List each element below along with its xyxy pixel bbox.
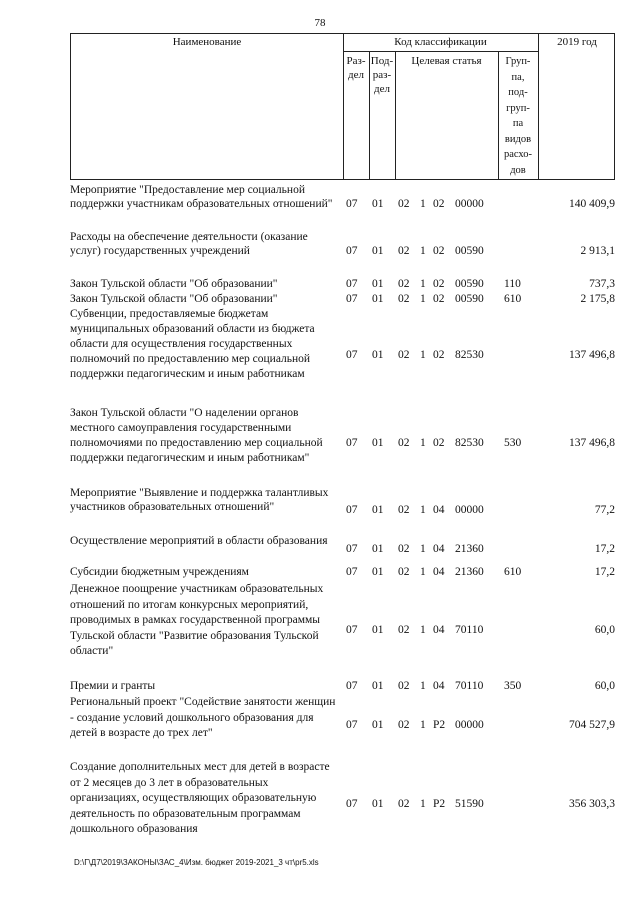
row-target-3: 02 bbox=[433, 198, 445, 210]
row-target-3: 04 bbox=[433, 504, 445, 516]
row-podrazdel: 01 bbox=[372, 504, 384, 516]
row-target-1: 02 bbox=[398, 624, 410, 636]
table-row bbox=[70, 183, 615, 225]
row-amount: 60,0 bbox=[594, 680, 615, 692]
row-name: Закон Тульской области "Об образовании" bbox=[70, 293, 278, 305]
row-amount: 77,2 bbox=[594, 504, 615, 516]
row-name: Создание дополнительных мест для детей в возрасте от 2 месяцев до 3 лет в образовательных организациях, осуществляющих образовательную деятельность по образовательным программам дошкольного образования bbox=[70, 761, 330, 835]
row-target-1: 02 bbox=[398, 566, 410, 578]
divider bbox=[343, 51, 538, 52]
row-podrazdel: 01 bbox=[372, 719, 384, 731]
table-header bbox=[70, 33, 615, 180]
row-razdel: 07 bbox=[346, 198, 358, 210]
divider bbox=[343, 34, 344, 179]
row-target-2: 1 bbox=[420, 543, 426, 555]
table-row bbox=[70, 307, 615, 382]
row-name: Мероприятие "Предоставление мер социальной поддержки участникам образовательных отношений" bbox=[70, 184, 333, 210]
row-target-1: 02 bbox=[398, 543, 410, 555]
row-target-2: 1 bbox=[420, 719, 426, 731]
row-amount: 2 175,8 bbox=[580, 293, 615, 305]
row-razdel: 07 bbox=[346, 719, 358, 731]
row-razdel: 07 bbox=[346, 798, 358, 810]
row-razdel: 07 bbox=[346, 437, 358, 449]
table-row bbox=[70, 565, 615, 579]
row-razdel: 07 bbox=[346, 543, 358, 555]
row-target-3: 02 bbox=[433, 349, 445, 361]
row-amount: 737,3 bbox=[589, 278, 615, 290]
table-row bbox=[70, 277, 615, 291]
row-target-1: 02 bbox=[398, 680, 410, 692]
row-target-3: P2 bbox=[433, 719, 446, 731]
row-vid: 610 bbox=[504, 566, 522, 578]
row-podrazdel: 01 bbox=[372, 349, 384, 361]
row-target-3: 04 bbox=[433, 680, 445, 692]
row-target-1: 02 bbox=[398, 504, 410, 516]
row-target-2: 1 bbox=[420, 504, 426, 516]
row-target-1: 02 bbox=[398, 293, 410, 305]
row-amount: 356 303,3 bbox=[569, 798, 615, 810]
row-amount: 137 496,8 bbox=[569, 349, 615, 361]
row-target-4: 21360 bbox=[455, 543, 484, 555]
row-razdel: 07 bbox=[346, 566, 358, 578]
row-name: Субсидии бюджетным учреждениям bbox=[70, 566, 249, 578]
row-podrazdel: 01 bbox=[372, 680, 384, 692]
row-target-2: 1 bbox=[420, 349, 426, 361]
row-target-4: 21360 bbox=[455, 566, 484, 578]
row-amount: 17,2 bbox=[594, 566, 615, 578]
row-target-2: 1 bbox=[420, 198, 426, 210]
row-target-2: 1 bbox=[420, 293, 426, 305]
header-code-group: Код классификации bbox=[394, 36, 487, 48]
row-target-1: 02 bbox=[398, 437, 410, 449]
row-target-3: 02 bbox=[433, 437, 445, 449]
row-vid: 530 bbox=[504, 437, 522, 449]
row-name: Денежное поощрение участникам образовательных отношений по итогам конкурсных мероприятий, проводимых в рамках государственной программы Тульской области "Развитие образования Тульской области" bbox=[70, 583, 324, 657]
table-row bbox=[70, 534, 615, 562]
row-target-2: 1 bbox=[420, 245, 426, 257]
row-target-2: 1 bbox=[420, 278, 426, 290]
row-target-4: 82530 bbox=[455, 437, 484, 449]
header-razdel: Раз- дел bbox=[346, 55, 366, 81]
row-name: Премии и гранты bbox=[70, 680, 156, 692]
row-podrazdel: 01 bbox=[372, 798, 384, 810]
divider bbox=[395, 51, 396, 179]
row-target-1: 02 bbox=[398, 798, 410, 810]
row-target-4: 00590 bbox=[455, 245, 484, 257]
table-row bbox=[70, 292, 615, 306]
file-path-footer: D:\Г\Д7\2019\ЗАКОНЫ\ЗАС_4\Изм. бюджет 2019-2021_3 чт\pr5.xls bbox=[74, 858, 319, 867]
row-razdel: 07 bbox=[346, 293, 358, 305]
row-amount: 17,2 bbox=[594, 543, 615, 555]
row-target-3: P2 bbox=[433, 798, 446, 810]
row-target-3: 02 bbox=[433, 293, 445, 305]
divider bbox=[498, 51, 499, 179]
row-target-4: 82530 bbox=[455, 349, 484, 361]
row-target-3: 02 bbox=[433, 245, 445, 257]
divider bbox=[538, 34, 539, 179]
row-target-4: 70110 bbox=[455, 624, 484, 636]
row-razdel: 07 bbox=[346, 624, 358, 636]
table-row bbox=[70, 230, 615, 258]
row-amount: 137 496,8 bbox=[569, 437, 615, 449]
row-amount: 2 913,1 bbox=[580, 245, 615, 257]
row-razdel: 07 bbox=[346, 349, 358, 361]
row-target-1: 02 bbox=[398, 349, 410, 361]
row-name: Расходы на обеспечение деятельности (оказание услуг) государственных учреждений bbox=[70, 231, 308, 257]
row-target-1: 02 bbox=[398, 198, 410, 210]
row-target-4: 00000 bbox=[455, 198, 484, 210]
row-target-4: 51590 bbox=[455, 798, 484, 810]
row-target-2: 1 bbox=[420, 680, 426, 692]
row-vid: 610 bbox=[504, 293, 522, 305]
table-row bbox=[70, 582, 615, 660]
header-name: Наименование bbox=[172, 36, 242, 48]
row-podrazdel: 01 bbox=[372, 566, 384, 578]
row-name: Осуществление мероприятий в области образования bbox=[70, 535, 328, 547]
table-row bbox=[70, 760, 615, 838]
page-number: 78 bbox=[314, 17, 326, 29]
header-target: Целевая статья bbox=[411, 55, 482, 67]
row-podrazdel: 01 bbox=[372, 624, 384, 636]
row-target-2: 1 bbox=[420, 437, 426, 449]
row-target-3: 04 bbox=[433, 566, 445, 578]
row-target-4: 00590 bbox=[455, 293, 484, 305]
row-amount: 704 527,9 bbox=[569, 719, 615, 731]
row-razdel: 07 bbox=[346, 680, 358, 692]
header-podrazdel: Под- раз- дел bbox=[370, 55, 394, 95]
row-vid: 350 bbox=[504, 680, 522, 692]
row-podrazdel: 01 bbox=[372, 437, 384, 449]
row-target-3: 04 bbox=[433, 624, 445, 636]
row-target-1: 02 bbox=[398, 245, 410, 257]
row-name: Закон Тульской области "О наделении органов местного самоуправления государственными полномочиями по предоставлению мер социальной поддержки педагогическим и иным работникам" bbox=[70, 407, 323, 464]
row-razdel: 07 bbox=[346, 278, 358, 290]
row-name: Мероприятие "Выявление и поддержка талантливых участников образовательных отношений" bbox=[70, 487, 329, 513]
row-target-4: 00590 bbox=[455, 278, 484, 290]
table-row bbox=[70, 406, 615, 481]
header-year: 2019 год bbox=[557, 36, 597, 48]
row-target-2: 1 bbox=[420, 566, 426, 578]
row-amount: 140 409,9 bbox=[569, 198, 615, 210]
row-target-4: 00000 bbox=[455, 719, 484, 731]
row-podrazdel: 01 bbox=[372, 543, 384, 555]
row-target-1: 02 bbox=[398, 719, 410, 731]
header-vid: Груп- па, под- груп- па видов расхо- дов bbox=[503, 56, 533, 176]
row-podrazdel: 01 bbox=[372, 245, 384, 257]
row-target-3: 04 bbox=[433, 543, 445, 555]
row-target-2: 1 bbox=[420, 798, 426, 810]
row-podrazdel: 01 bbox=[372, 293, 384, 305]
row-amount: 60,0 bbox=[594, 624, 615, 636]
row-target-2: 1 bbox=[420, 624, 426, 636]
row-target-4: 00000 bbox=[455, 504, 484, 516]
row-name: Региональный проект "Содействие занятости женщин - создание условий дошкольного образования для детей в возрасте до трех лет" bbox=[70, 696, 336, 739]
divider bbox=[369, 51, 370, 179]
row-target-3: 02 bbox=[433, 278, 445, 290]
row-podrazdel: 01 bbox=[372, 198, 384, 210]
row-target-1: 02 bbox=[398, 278, 410, 290]
table-row bbox=[70, 695, 615, 741]
row-razdel: 07 bbox=[346, 245, 358, 257]
row-name: Субвенции, предоставляемые бюджетам муниципальных образований области из бюджета области для осуществления государственных полномочий по предоставлению мер социальной поддержки педагогическим и иным работникам bbox=[70, 308, 315, 380]
row-vid: 110 bbox=[504, 278, 521, 290]
row-target-4: 70110 bbox=[455, 680, 484, 692]
row-name: Закон Тульской области "Об образовании" bbox=[70, 278, 278, 290]
table-row bbox=[70, 679, 615, 693]
row-podrazdel: 01 bbox=[372, 278, 384, 290]
row-razdel: 07 bbox=[346, 504, 358, 516]
table-row bbox=[70, 486, 615, 530]
